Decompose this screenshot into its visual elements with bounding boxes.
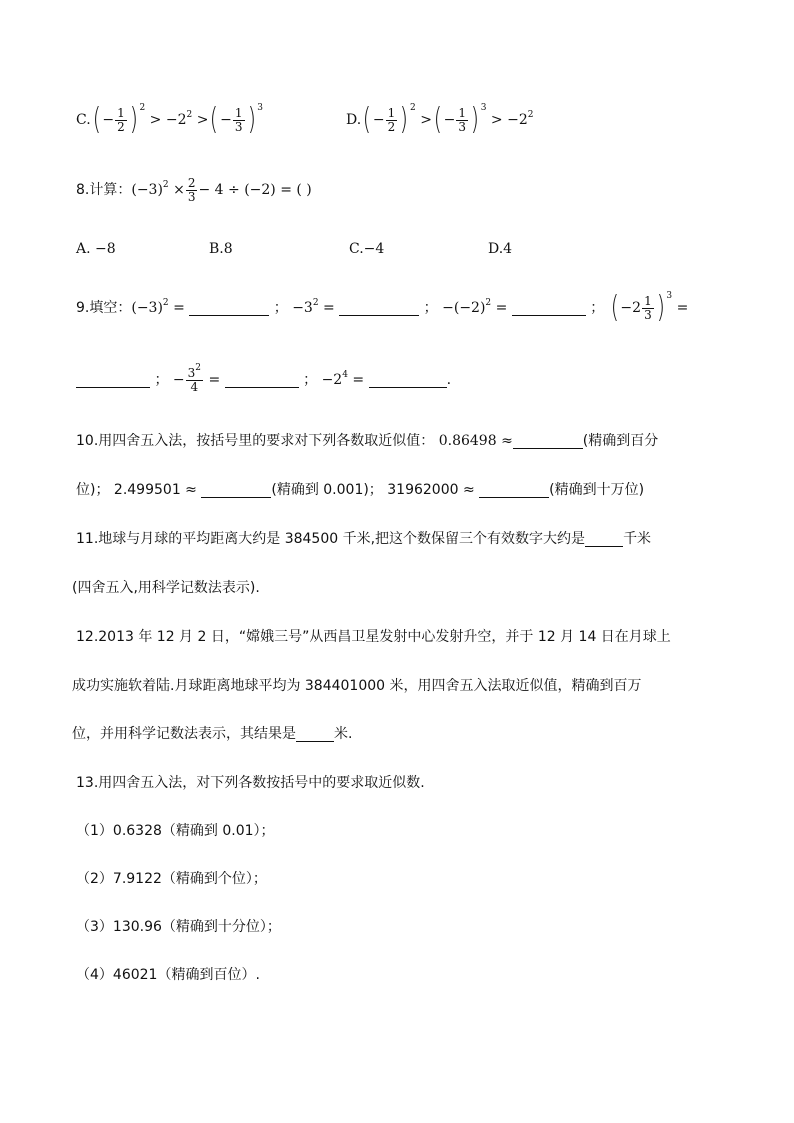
answer-blank[interactable] bbox=[585, 532, 623, 547]
answer-blank[interactable] bbox=[76, 373, 150, 388]
question-12-line-3: 位，并用科学记数法表示，其结果是 米. bbox=[72, 726, 353, 742]
option-c-label: C. bbox=[76, 112, 91, 128]
answer-blank[interactable] bbox=[189, 301, 269, 316]
question-8: 8.计算：$(-3)^2$ × $\frac{2}{3}$ − 4 ÷ (−2) = ( ) bbox=[76, 175, 312, 204]
fraction: $\frac{3^2}{4}$ bbox=[187, 362, 202, 394]
question-12-line-1: 12.2013 年 12 月 2 日，“嫦娥三号”从西昌卫星发射中心发射升空，并于 12 月 14 日在月球上 bbox=[76, 629, 671, 645]
question-10-line-1: 10.用四舍五入法，按括号里的要求对下列各数取近似值： 0.86498 ≈ (精确到百分 bbox=[76, 433, 659, 449]
fraction: $\frac{2}{3}$ bbox=[187, 175, 196, 204]
fraction: $\frac{1}{2}$ bbox=[387, 105, 396, 134]
answer-blank[interactable] bbox=[479, 483, 549, 498]
fraction: $\frac{1}{3}$ bbox=[234, 105, 243, 134]
question-13-title: 13.用四舍五入法，对下列各数按括号中的要求取近似数. bbox=[76, 775, 425, 791]
question-12-line-2: 成功实施软着陆.月球距离地球平均为 384401000 米，用四舍五入法取近似值，精确到百万 bbox=[72, 678, 642, 694]
answer-blank[interactable] bbox=[225, 373, 299, 388]
q8-option-c: C.−4 bbox=[349, 241, 385, 257]
answer-blank[interactable] bbox=[369, 373, 447, 388]
question-11-line-2: (四舍五入,用科学记数法表示). bbox=[72, 580, 260, 596]
list-item: （4）46021（精确到百位）. bbox=[76, 967, 260, 983]
question-9-line-2: ； − $\frac{3^2}{4}$ = ； $-2^4$ = . bbox=[76, 360, 451, 400]
question-9-label: 9.填空： bbox=[76, 300, 132, 316]
q8-option-b: B.8 bbox=[209, 241, 233, 257]
question-8-label: 8.计算： bbox=[76, 182, 132, 198]
answer-blank[interactable] bbox=[339, 301, 419, 316]
list-item: （3）130.96（精确到十分位）； bbox=[76, 919, 281, 935]
option-d-label: D. bbox=[346, 112, 362, 128]
list-item: （2）7.9122（精确到个位）； bbox=[76, 871, 267, 887]
question-11-line-1: 11.地球与月球的平均距离大约是 384500 千米,把这个数保留三个有效数字大约是 千米 bbox=[76, 531, 652, 547]
option-d: D.( − $\frac{1}{2}$ ) $^2$ >( − $\frac{1}{3}$ ) $^3 > -2^2$ bbox=[346, 102, 534, 137]
fraction: $\frac{1}{2}$ bbox=[117, 105, 125, 134]
option-c: C.( − $\frac{1}{2}$ ) $^2 > -2^2$ >( − $\frac{1}{3}$ ) $^3$ bbox=[76, 102, 263, 137]
question-9-line-1: 9.填空：$(-3)^2$ = ； $-3^2$ = ； $-(-2)^2$ = ； ( −2 $\frac{1}{3}$ ) $^3$ = bbox=[76, 290, 689, 325]
fraction: $\frac{1}{3}$ bbox=[644, 293, 652, 322]
answer-blank[interactable] bbox=[201, 483, 271, 498]
answer-blank[interactable] bbox=[296, 727, 334, 742]
q8-option-d: D.4 bbox=[488, 241, 513, 257]
question-10-line-2: 位)； 2.499501 ≈ (精确到 0.001)； 31962000 ≈ (精确到十万位) bbox=[76, 482, 645, 498]
answer-blank[interactable] bbox=[513, 434, 583, 449]
paren-close: ) bbox=[129, 102, 138, 137]
fraction: $\frac{1}{3}$ bbox=[458, 105, 467, 134]
answer-blank[interactable] bbox=[512, 301, 586, 316]
paren-open: ( bbox=[92, 102, 101, 137]
q8-option-a: A. −8 bbox=[76, 241, 116, 257]
list-item: （1）0.6328（精确到 0.01）； bbox=[76, 823, 275, 839]
